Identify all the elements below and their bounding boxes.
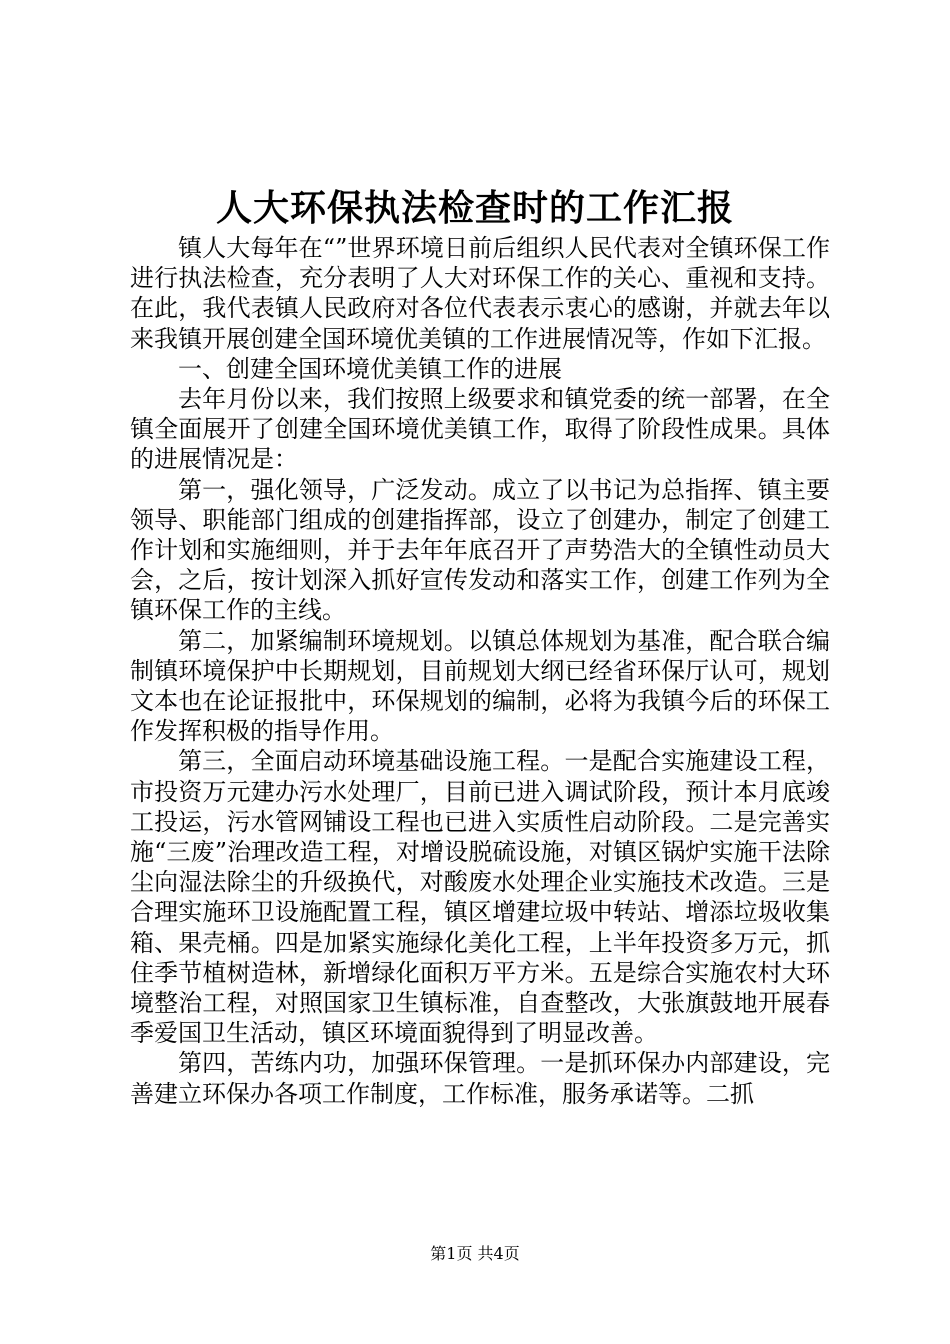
section-heading: 一、创建全国环境优美镇工作的进展 — [178, 354, 562, 383]
document-body — [130, 233, 830, 1109]
paragraph-progress: 去年月份以来，我们按照上级要求和镇党委的统一部署，在全镇全面展开了创建全国环境优美镇工作，取得了阶段性成果。具体的进展情况是： — [130, 385, 830, 474]
paragraph-first: 第一，强化领导，广泛发动。成立了以书记为总指挥、镇主要领导、职能部门组成的创建指挥部，设立了创建办，制定了创建工作计划和实施细则，并于去年年底召开了声势浩大的全镇性动员大会，之后，按计划深入抓好宣传发动和落实工作，创建工作列为全镇环保工作的主线。 — [130, 475, 830, 625]
document-title: 人大环保执法检查时的工作汇报 — [215, 187, 734, 229]
paragraph-second: 第二，加紧编制环境规划。以镇总体规划为基准，配合联合编制镇环境保护中长期规划，目前规划大纲已经省环保厅认可，规划文本也在论证报批中，环保规划的编制，必将为我镇今后的环保工作发挥积极的指导作用。 — [130, 626, 830, 746]
paragraph-third: 第三，全面启动环境基础设施工程。一是配合实施建设工程，市投资万元建办污水处理厂，目前已进入调试阶段，预计本月底竣工投运，污水管网铺设工程也已进入实质性启动阶段。二是完善实施“三废”治理改造工程，对增设脱硫设施，对镇区锅炉实施干法除尘向湿法除尘的升级换代，对酸废水处理企业实施技术改造。三是合理实施环卫设施配置工程，镇区增建垃圾中转站、增添垃圾收集箱、果壳桶。四是加紧实施绿化美化工程，上半年投资多万元，抓住季节植树造林，新增绿化面积万平方米。五是综合实施农村大环境整治工程，对照国家卫生镇标准，自查整改，大张旗鼓地开展春季爱国卫生活动，镇区环境面貌得到了明显改善。 — [130, 747, 830, 1048]
paragraph-intro: 镇人大每年在“”世界环境日前后组织人民代表对全镇环保工作进行执法检查，充分表明了人大对环保工作的关心、重视和支持。在此，我代表镇人民政府对各位代表表示衷心的感谢，并就去年以来我镇开展创建全国环境优美镇的工作进展情况等，作如下汇报。 — [130, 234, 830, 353]
paragraph-fourth: 第四，苦练内功，加强环保管理。一是抓环保办内部建设，完善建立环保办各项工作制度，工作标准，服务承诺等。二抓 — [130, 1049, 830, 1108]
page-number: 第1页 共4页 — [430, 1244, 520, 1263]
